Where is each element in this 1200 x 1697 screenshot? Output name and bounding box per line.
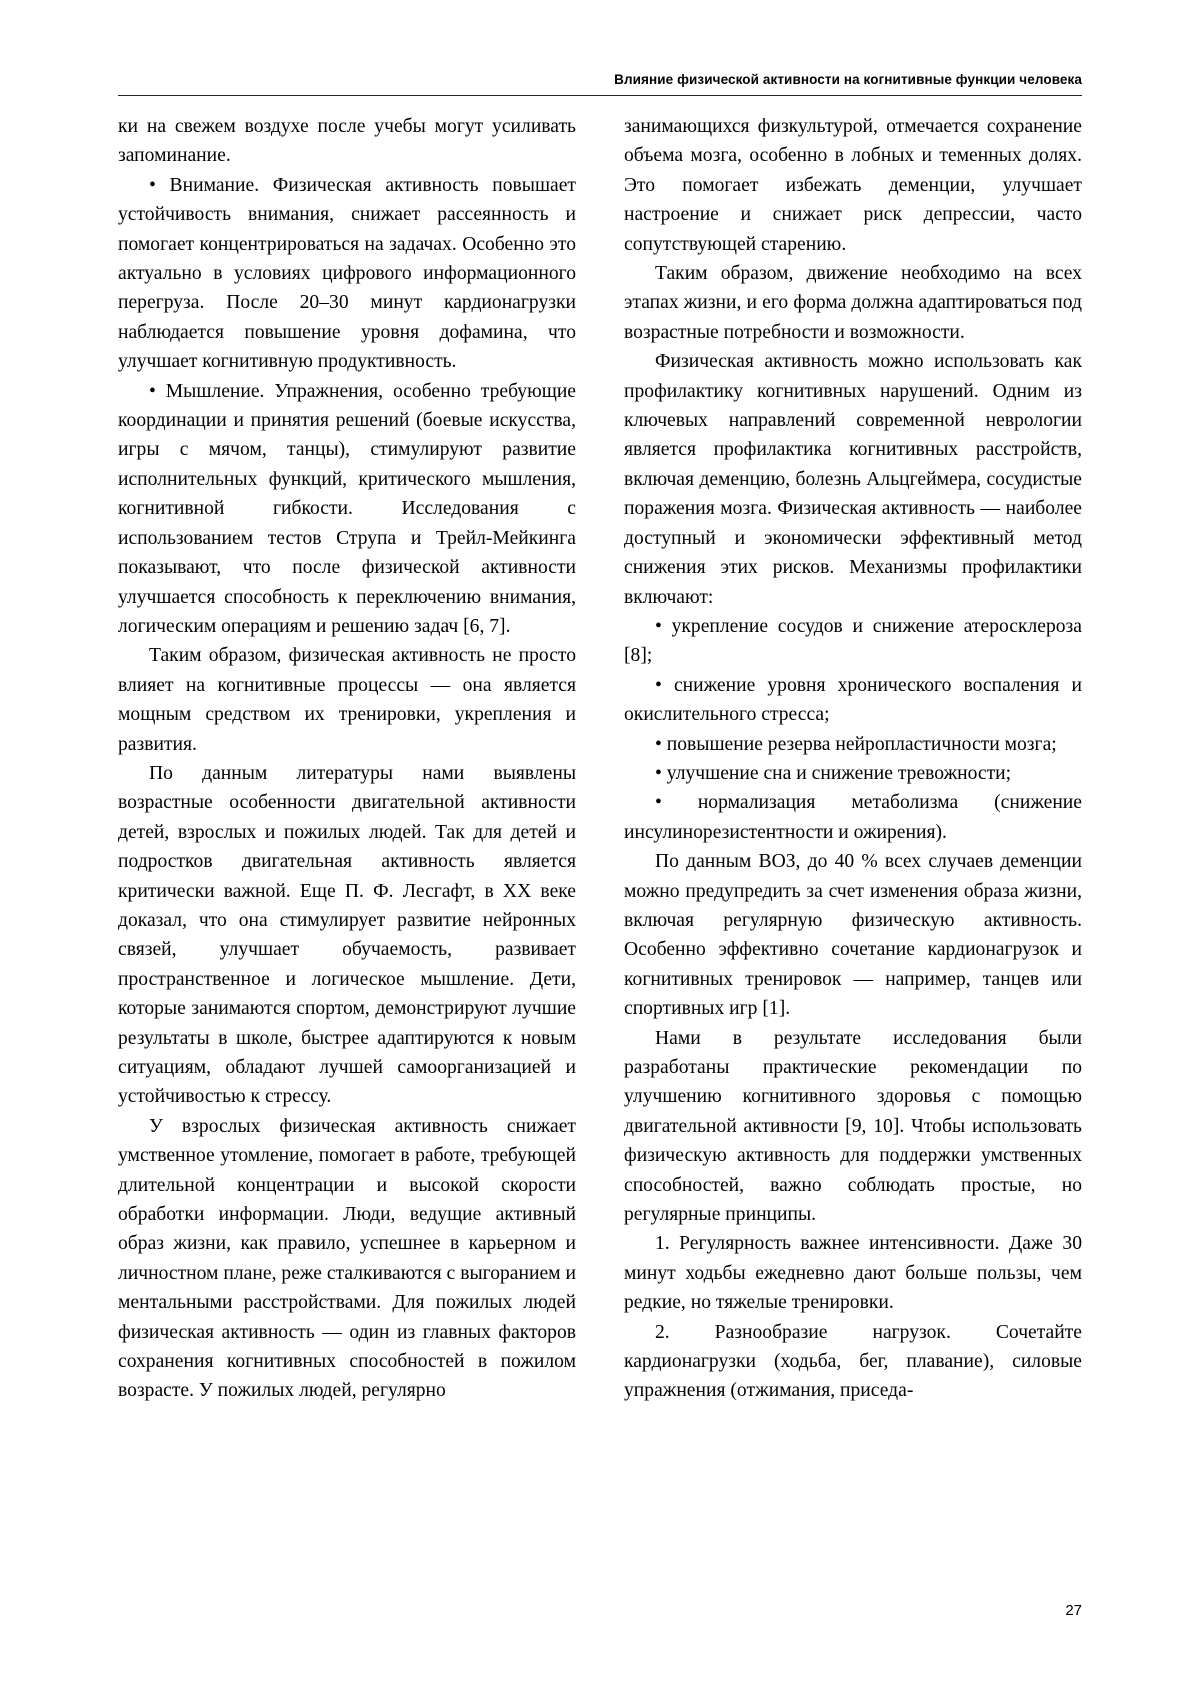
paragraph: По данным литературы нами выявлены возрастные особенности двигательной активности детей, взрослых и пожилых людей. Так для детей и подростков двигательная активность является критически важной. Еще П. Ф. Лесгафт, в XX веке доказал, что она стимулирует развитие нейронных связей, улучшает обучаемость, развивает пространственное и логическое мышление. Дети, которые занимаются спортом, демонстрируют лучшие результаты в школе, быстрее адаптируются к новым ситуациям, обладают лучшей самоорганизацией и устойчивостью к стрессу. — [118, 762, 576, 1108]
numbered-item: 2. Разнообразие нагрузок. Сочетайте кардионагрузки (ходьба, бег, плавание), силовые упражнения (отжимания, приседа- — [624, 1321, 1082, 1402]
numbered-item: 1. Регулярность важнее интенсивности. Даже 30 минут ходьбы ежедневно дают больше пользы, чем редкие, но тяжелые тренировки. — [624, 1233, 1082, 1314]
paragraph: Физическая активность можно использовать как профилактику когнитивных нарушений. Одним из ключевых направлений современной неврологии является профилактика когнитивных расстройств, включая деменцию, болезнь Альцгеймера, сосудистые поражения мозга. Физическая активность — наиболее доступный и экономически эффективный метод снижения этих рисков. Механизмы профилактики включают: — [624, 351, 1082, 608]
list-item: • снижение уровня хронического воспаления и окислительного стресса; — [624, 674, 1082, 726]
list-item: • укрепление сосудов и снижение атеросклероза [8]; — [624, 615, 1082, 667]
paragraph: занимающихся физкультурой, отмечается сохранение объема мозга, особенно в лобных и теменных долях. Это помогает избежать деменции, улучшает настроение и снижает риск депрессии, часто сопутствующей старению. — [624, 116, 1082, 255]
running-head: Влияние физической активности на когнитивные функции человека — [614, 72, 1082, 87]
list-item: • улучшение сна и снижение тревожности; — [655, 762, 1012, 784]
left-column — [118, 112, 576, 1406]
list-item: • повышение резерва нейропластичности мозга; — [655, 733, 1057, 755]
two-column-body — [118, 112, 1082, 1406]
right-column — [624, 112, 1082, 1406]
page-number: 27 — [1065, 1602, 1082, 1619]
paragraph: У взрослых физическая активность снижает умственное утомление, помогает в работе, требующей длительной концентрации и высокой скорости обработки информации. Люди, ведущие активный образ жизни, как правило, успешнее в карьерном и личностном плане, реже сталкиваются с выгоранием и ментальными расстройствами. Для пожилых людей физическая активность — один из главных факторов сохранения когнитивных способностей в пожилом возрасте. У пожилых людей, регулярно — [118, 1115, 576, 1402]
paragraph: • Мышление. Упражнения, особенно требующие координации и принятия решений (боевые искусства, игры с мячом, танцы), стимулируют развитие исполнительных функций, критического мышления, когнитивной гибкости. Исследования с использованием тестов Струпа и Трейл-Мейкинга показывают, что после физической активности улучшается способность к переключению внимания, логическим операциям и решению задач [6, 7]. — [118, 380, 576, 637]
list-item: • нормализация метаболизма (снижение инсулинорезистентности и ожирения). — [624, 792, 1082, 843]
header-rule — [118, 95, 1082, 96]
paragraph: Таким образом, физическая активность не просто влияет на когнитивные процессы — она является мощным средством их тренировки, укрепления и развития. — [118, 645, 576, 755]
paragraph: • Внимание. Физическая активность повышает устойчивость внимания, снижает рассеянность и помогает концентрироваться на задачах. Особенно это актуально в условиях цифрового информационного перегруза. После 20–30 минут кардионагрузки наблюдается повышение уровня дофамина, что улучшает когнитивную продуктивность. — [118, 174, 576, 373]
paragraph: Нами в результате исследования были разработаны практические рекомендации по улучшению когнитивного здоровья с помощью двигательной активности [9, 10]. Чтобы использовать физическую активность для поддержки умственных способностей, важно соблюдать простые, но регулярные принципы. — [624, 1027, 1082, 1226]
paragraph: По данным ВОЗ, до 40 % всех случаев деменции можно предупредить за счет изменения образа жизни, включая регулярную физическую активность. Особенно эффективно сочетание кардионагрузок и когнитивных тренировок — например, танцев или спортивных игр [1]. — [624, 851, 1082, 1020]
paragraph: ки на свежем воздухе после учебы могут усиливать запоминание. — [118, 116, 576, 167]
paragraph: Таким образом, движение необходимо на всех этапах жизни, и его форма должна адаптироваться под возрастные потребности и возможности. — [624, 263, 1082, 343]
